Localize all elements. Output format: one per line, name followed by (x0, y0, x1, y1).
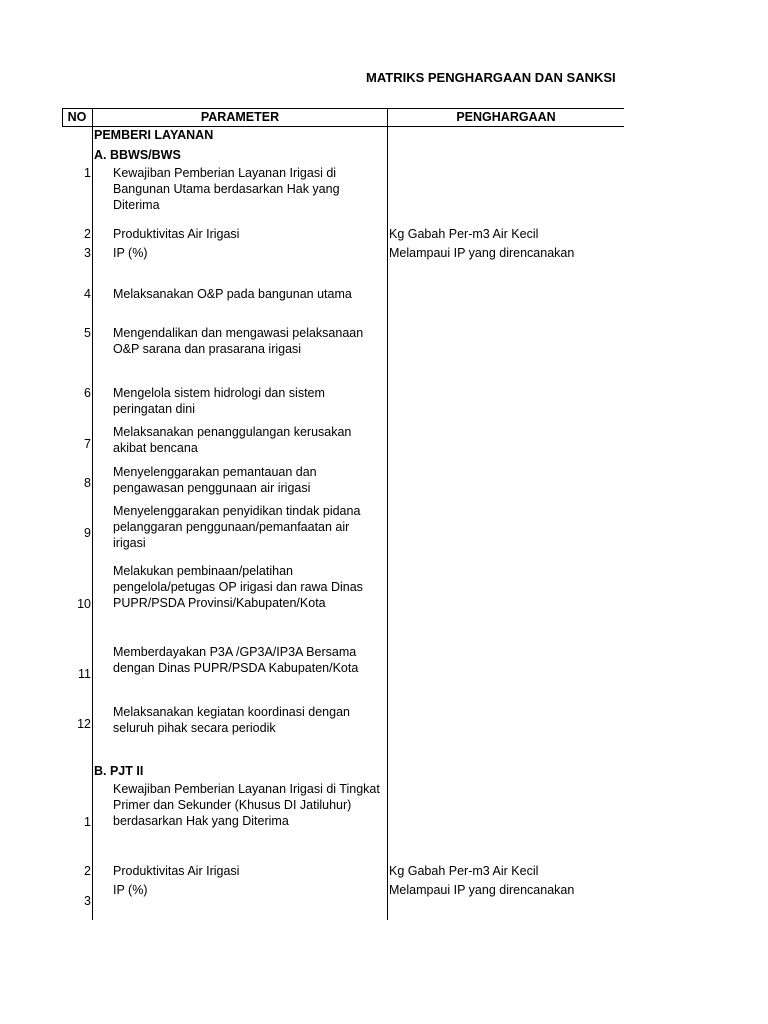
row-parameter: Melaksanakan kegiatan koordinasi dengan seluruh pihak secara periodik (113, 705, 350, 735)
row-parameter: Mengelola sistem hidrologi dan sistem peringatan dini (113, 386, 325, 416)
row-reward: Melampaui IP yang direncanakan (389, 883, 575, 897)
document-title: MATRIKS PENGHARGAAN DAN SANKSI (366, 70, 616, 85)
section-a-heading: A. BBWS/BWS (94, 148, 181, 162)
section-provider: PEMBERI LAYANAN (94, 128, 214, 142)
row-parameter: Melakukan pembinaan/pelatihan pengelola/petugas OP irigasi dan rawa Dinas PUPR/PSDA Provinsi/Kabupaten/Kota (113, 564, 363, 610)
table-col-divider-1 (92, 108, 93, 920)
row-number: 4 (84, 287, 91, 301)
row-number: 7 (84, 437, 91, 451)
row-number: 12 (77, 717, 91, 731)
row-parameter: Memberdayakan P3A /GP3A/IP3A Bersama dengan Dinas PUPR/PSDA Kabupaten/Kota (113, 645, 359, 675)
row-parameter: Menyelenggarakan penyidikan tindak pidana pelanggaran penggunaan/pemanfaatan air irigasi (113, 504, 361, 550)
row-parameter: Produktivitas Air Irigasi (113, 864, 240, 878)
row-number: 9 (84, 526, 91, 540)
row-number: 2 (84, 227, 91, 241)
row-number: 5 (84, 326, 91, 340)
row-number: 10 (77, 597, 91, 611)
row-number: 11 (78, 667, 91, 681)
row-reward: Kg Gabah Per-m3 Air Kecil (389, 227, 539, 241)
row-parameter: IP (%) (113, 246, 148, 260)
row-parameter: IP (%) (113, 883, 148, 897)
row-parameter: Kewajiban Pemberian Layanan Irigasi di Tingkat Primer dan Sekunder (Khusus DI Jatiluhur) berdasarkan Hak yang Diterima (113, 782, 380, 828)
row-parameter: Mengendalikan dan mengawasi pelaksanaan O&P sarana dan prasarana irigasi (113, 326, 364, 356)
row-parameter: Menyelenggarakan pemantauan dan pengawasan penggunaan air irigasi (113, 465, 317, 495)
row-number: 3 (84, 894, 91, 908)
row-number: 1 (84, 166, 91, 180)
header-no: NO (67, 110, 87, 124)
row-parameter: Produktivitas Air Irigasi (113, 227, 240, 241)
row-number: 3 (84, 246, 91, 260)
table-col-divider-2 (387, 108, 388, 920)
section-b-heading: B. PJT II (94, 764, 144, 778)
row-parameter: Melaksanakan O&P pada bangunan utama (113, 287, 352, 301)
row-reward: Melampaui IP yang direncanakan (389, 246, 575, 260)
row-reward: Kg Gabah Per-m3 Air Kecil (389, 864, 539, 878)
row-number: 8 (84, 476, 91, 490)
row-parameter: Melaksanakan penanggulangan kerusakan akibat bencana (113, 425, 352, 455)
row-number: 2 (84, 864, 91, 878)
row-parameter: Kewajiban Pemberian Layanan Irigasi di Bangunan Utama berdasarkan Hak yang Diterima (113, 166, 340, 212)
row-number: 1 (84, 815, 91, 829)
row-number: 6 (84, 386, 91, 400)
header-reward: PENGHARGAAN (456, 110, 556, 124)
header-parameter: PARAMETER (200, 110, 280, 124)
